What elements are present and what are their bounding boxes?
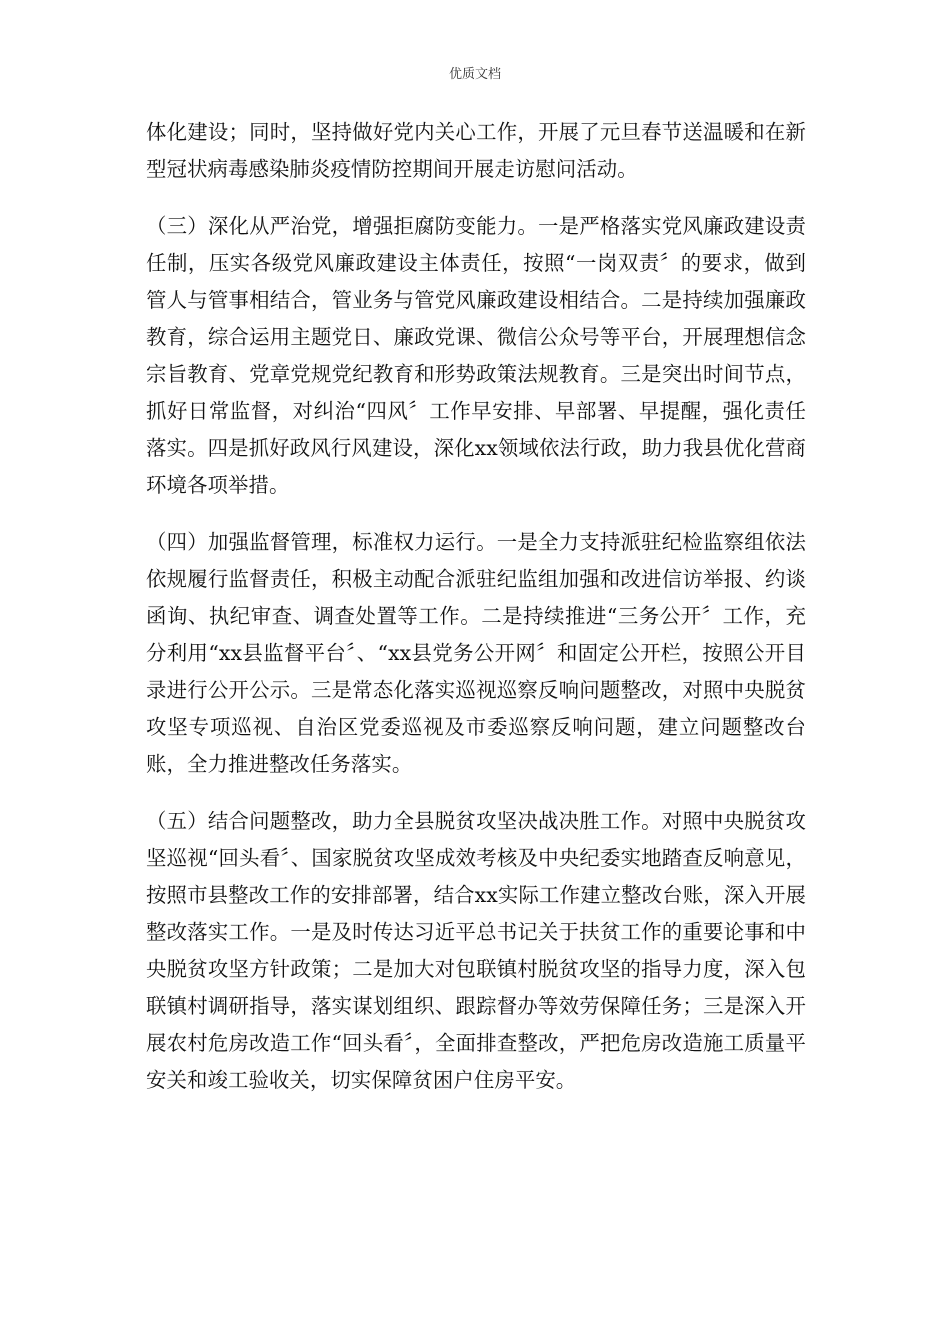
page-header: 优质文档	[448, 67, 501, 82]
document-body	[146, 114, 806, 1119]
paragraph-section-4: （四）加强监督管理，标准权力运行。一是全力支持派驻纪检监察组依法依规履行监督责任，积极主动配合派驻纪监组加强和改进信访举报、约谈函询、执纪审查、调查处置等工作。二是持续推进“三务公开〞工作，充分利用“xx县监督平台〞、“xx县党务公开网〞和固定公开栏，按照公开目录进行公开公示。三是常态化落实巡视巡察反响问题整改，对照中央脱贫攻坚专项巡视、自治区党委巡视及市委巡察反响问题，建立问题整改台账，全力推进整改任务落实。	[146, 530, 806, 776]
paragraph-section-5: （五）结合问题整改，助力全县脱贫攻坚决战决胜工作。对照中央脱贫攻坚巡视“回头看〞、国家脱贫攻坚成效考核及中央纪委实地踏查反响意见，按照市县整改工作的安排部署，结合xx实际工作建立整改台账，深入开展整改落实工作。一是及时传达习近平总书记关于扶贫工作的重要论事和中央脱贫攻坚方针政策；二是加大对包联镇村脱贫攻坚的指导力度，深入包联镇村调研指导，落实谋划组织、跟踪督办等效劳保障任务；三是深入开展农村危房改造工作“回头看〞，全面排查整改，严把危房改造施工质量平安关和竣工验收关，切实保障贫困户住房平安。	[146, 809, 806, 1092]
paragraph-continuation: 体化建设；同时，坚持做好党内关心工作，开展了元旦春节送温暖和在新型冠状病毒感染肺炎疫情防控期间开展走访慰问活动。	[146, 120, 806, 181]
paragraph-section-3: （三）深化从严治党，增强拒腐防变能力。一是严格落实党风廉政建设责任制，压实各级党风廉政建设主体责任，按照“一岗双责〞的要求，做到管人与管事相结合，管业务与管党风廉政建设相结合。二是持续加强廉政教育，综合运用主题党日、廉政党课、微信公众号等平台，开展理想信念宗旨教育、党章党规党纪教育和形势政策法规教育。三是突出时间节点，抓好日常监督，对纠治“四风〞工作早安排、早部署、早提醒，强化责任落实。四是抓好政风行风建设，深化xx领域依法行政，助力我县优化营商环境各项举措。	[146, 214, 806, 497]
